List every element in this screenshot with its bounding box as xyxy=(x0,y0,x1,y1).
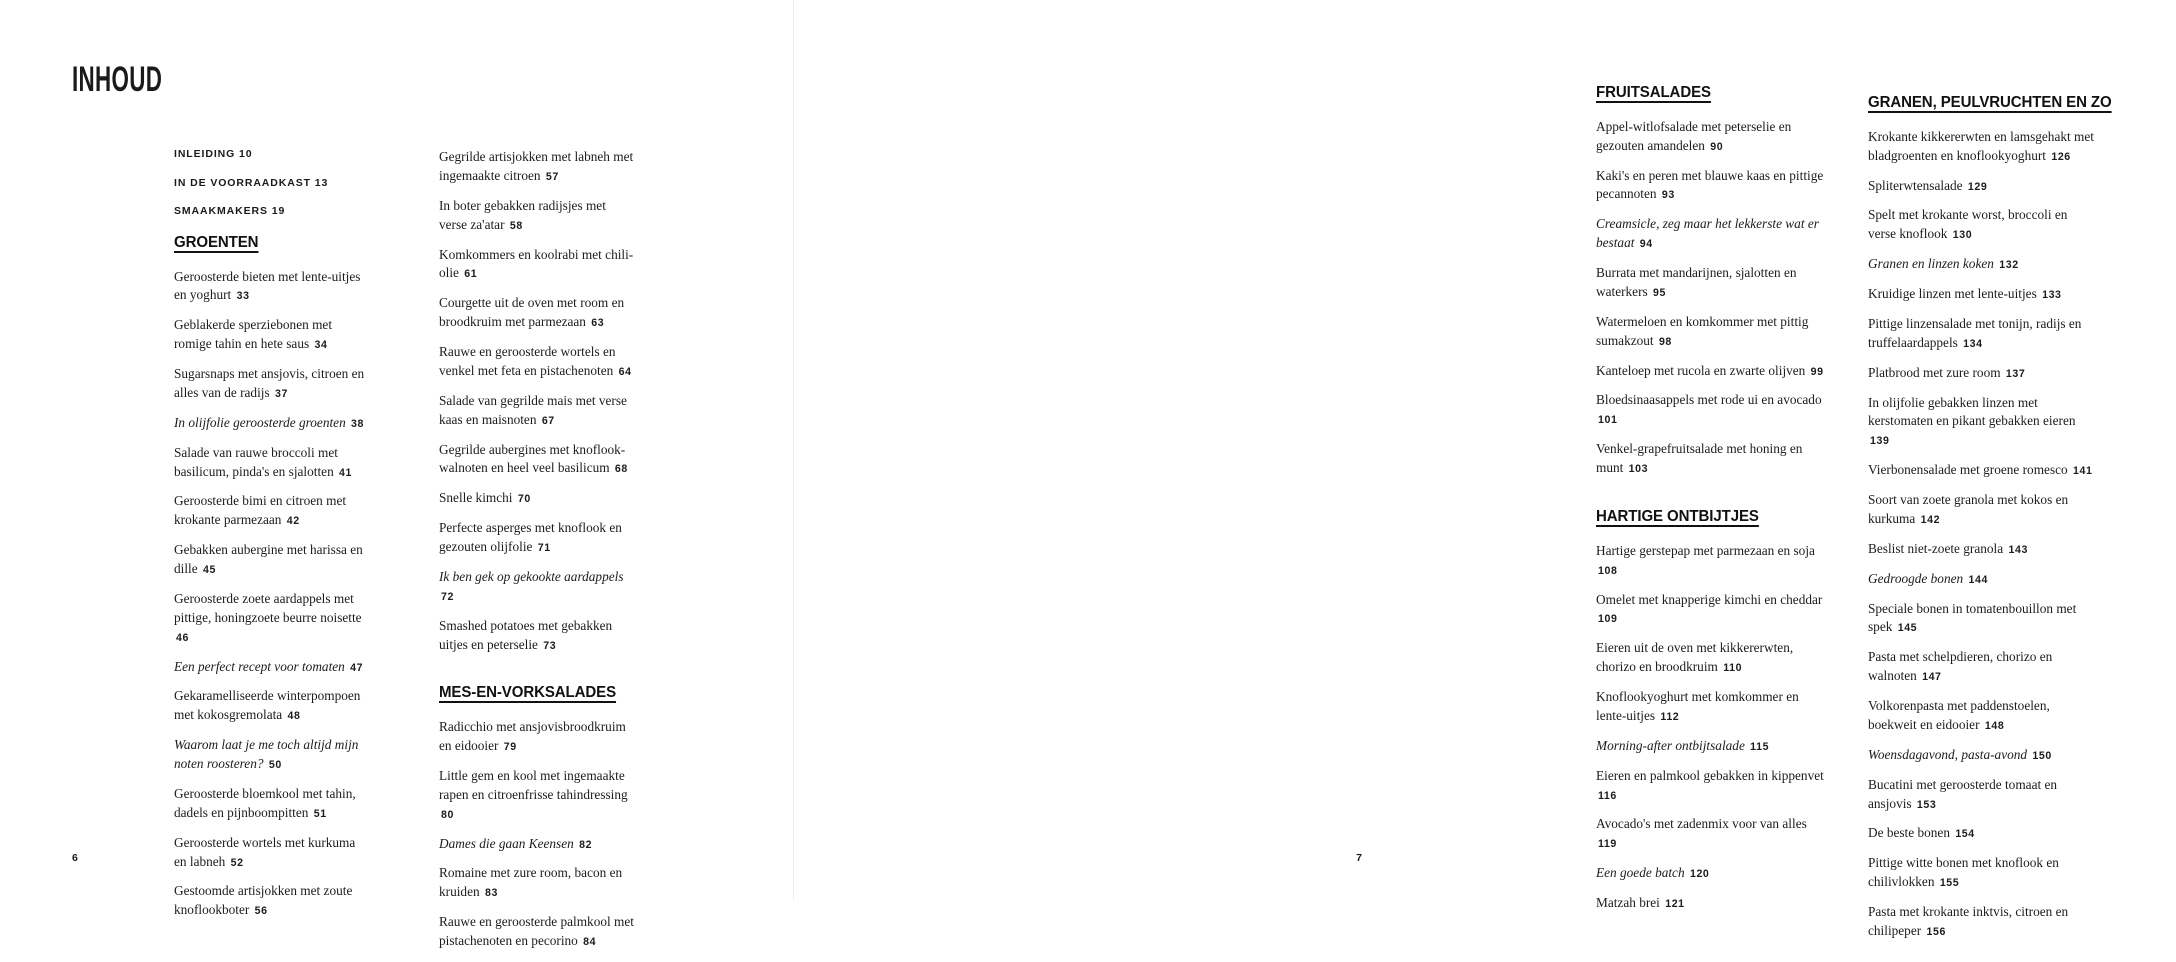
toc-entry-title: Geroosterde bieten met lente-uitjes en yoghurt xyxy=(174,268,361,303)
toc-entry-page-number: 83 xyxy=(484,887,498,900)
toc-recipe-entry[interactable] xyxy=(1868,903,2096,941)
toc-entry-page-number: 130 xyxy=(1952,229,1973,242)
section-heading[interactable]: GRANEN, PEULVRUCHTEN EN ZO xyxy=(1868,94,2112,111)
toc-essay-entry[interactable] xyxy=(1596,215,1824,253)
toc-recipe-entry[interactable] xyxy=(174,365,370,403)
toc-recipe-entry[interactable] xyxy=(1596,894,1824,913)
toc-entry-page-number: 129 xyxy=(1967,180,1988,193)
toc-entry-title: Spelt met krokante worst, broccoli en verse knoflook xyxy=(1868,207,2068,242)
toc-entry-page-number: 156 xyxy=(1926,925,1946,938)
toc-entry-page-number: 108 xyxy=(1598,564,1618,577)
toc-entry-page-number: 57 xyxy=(545,170,559,183)
toc-entry-title: Bloedsinaasappels met rode ui en avocado xyxy=(1596,392,1822,408)
toc-entry-page-number: 145 xyxy=(1897,622,1918,635)
toc-entry-page-number: 126 xyxy=(2051,150,2071,163)
toc-recipe-entry[interactable] xyxy=(1868,177,2096,196)
toc-recipe-entry[interactable] xyxy=(439,489,635,508)
toc-entry-title: Romaine met zure room, bacon en kruiden xyxy=(439,865,623,900)
toc-entry-page-number: 137 xyxy=(2005,367,2026,380)
left-page xyxy=(0,0,793,949)
toc-entry-page-number: 144 xyxy=(1968,573,1988,586)
toc-entry-page-number: 95 xyxy=(1653,286,1666,299)
toc-entry-title: Pasta met krokante inktvis, citroen en chilipeper xyxy=(1868,904,2069,938)
toc-essay-entry[interactable] xyxy=(174,658,370,677)
toc-recipe-entry[interactable] xyxy=(439,767,635,824)
toc-entry-page-number: 56 xyxy=(254,905,268,918)
toc-entry-title: Pittige linzensalade met tonijn, radijs en truffelaardappels xyxy=(1868,315,2082,350)
toc-entry-title: Smashed potatoes met gebakken uitjes en peterselie xyxy=(439,617,613,652)
toc-entry-page-number: 61 xyxy=(464,268,478,281)
toc-essay-entry[interactable] xyxy=(174,736,370,774)
toc-entry-title: Rauwe en geroosterde palmkool met pistachenoten en pecorino xyxy=(439,914,634,949)
toc-entry-title: Gegrilde artisjokken met labneh met ingemaakte citroen xyxy=(439,149,634,183)
toc-entry-page-number: 67 xyxy=(541,414,555,427)
section-heading[interactable]: GROENTEN xyxy=(174,233,259,251)
toc-entry-title: In olijfolie geroosterde groenten xyxy=(174,414,346,430)
toc-entry-page-number: 50 xyxy=(268,759,282,772)
toc-entry-title: Volkorenpasta met paddenstoelen, boekweit en eidooier xyxy=(1868,698,2050,732)
toc-recipe-entry[interactable] xyxy=(1868,461,2096,480)
toc-recipe-entry[interactable] xyxy=(1868,854,2096,892)
toc-entry-page-number: 148 xyxy=(1984,719,2005,732)
frontmatter-item[interactable]: INLEIDING 10 xyxy=(174,148,253,160)
toc-recipe-entry[interactable] xyxy=(174,541,370,579)
toc-entry-page-number: 71 xyxy=(537,542,551,554)
toc-entry-title: Avocado's met zadenmix voor van alles xyxy=(1596,816,1807,832)
toc-recipe-entry[interactable] xyxy=(1596,391,1824,429)
toc-entry-title: Vierbonensalade met groene romesco xyxy=(1868,462,2068,478)
toc-recipe-entry[interactable] xyxy=(439,148,635,186)
toc-entry-page-number: 80 xyxy=(441,808,454,821)
toc-entry-title: Spliterwtensalade xyxy=(1868,177,1963,193)
toc-entry-page-number: 120 xyxy=(1689,868,1710,881)
toc-entry-title: Eieren en palmkool gebakken in kippenvet xyxy=(1596,767,1824,783)
toc-entry-page-number: 121 xyxy=(1665,898,1685,910)
toc-entry-page-number: 98 xyxy=(1658,335,1672,348)
toc-entry-page-number: 109 xyxy=(1598,613,1618,626)
toc-entry-page-number: 58 xyxy=(509,219,523,232)
toc-entry-title: Appel-witlofsalade met peterselie en gezouten amandelen xyxy=(1596,118,1792,153)
toc-essay-entry[interactable] xyxy=(1868,570,2096,589)
toc-entry-title: Gestoomde artisjokken met zoute knoflookboter xyxy=(174,883,353,918)
toc-recipe-entry[interactable] xyxy=(439,718,635,756)
toc-entry-page-number: 70 xyxy=(517,493,531,506)
toc-entry-title: Krokante kikkererwten en lamsgehakt met bladgroenten en knoflookyoghurt xyxy=(1868,128,2094,163)
toc-entry-page-number: 84 xyxy=(583,936,597,949)
page-title: INHOUD xyxy=(72,60,163,99)
toc-entry-page-number: 154 xyxy=(1955,828,1975,841)
toc-recipe-entry[interactable] xyxy=(1868,364,2096,383)
toc-entry-title: Pittige witte bonen met knoflook en chilivlokken xyxy=(1868,855,2059,890)
toc-entry-title: Gekaramelliseerde winterpompoen met kokosgremolata xyxy=(174,688,361,723)
toc-recipe-entry[interactable] xyxy=(174,268,370,306)
toc-column xyxy=(1868,84,2112,952)
toc-recipe-entry[interactable] xyxy=(1596,639,1824,677)
toc-recipe-entry[interactable] xyxy=(1868,206,2096,244)
frontmatter-item[interactable]: IN DE VOORRAADKAST 13 xyxy=(174,176,329,189)
toc-entry-title: Bucatini met geroosterde tomaat en ansjovis xyxy=(1868,776,2058,811)
toc-recipe-entry[interactable] xyxy=(1868,394,2096,451)
toc-entry-page-number: 73 xyxy=(543,639,557,652)
toc-entry-title: Gedroogde bonen xyxy=(1868,570,1964,586)
toc-recipe-entry[interactable] xyxy=(439,617,635,655)
toc-recipe-entry[interactable] xyxy=(1596,591,1824,629)
toc-entry-page-number: 116 xyxy=(1598,789,1617,802)
toc-entry-title: Hartige gerstepap met parmezaan en soja xyxy=(1596,542,1815,558)
toc-entry-title: Salade van gegrilde mais met verse kaas en maisnoten xyxy=(439,392,627,427)
toc-column xyxy=(439,148,635,962)
toc-column xyxy=(1596,84,1824,952)
toc-entry-title: Venkel-grapefruitsalade met honing en munt xyxy=(1596,441,1803,476)
toc-entry-page-number: 47 xyxy=(350,661,364,674)
toc-recipe-entry[interactable] xyxy=(1868,600,2096,638)
toc-entry-page-number: 134 xyxy=(1963,337,1983,350)
toc-recipe-entry[interactable] xyxy=(1868,697,2096,735)
toc-recipe-entry[interactable] xyxy=(174,785,370,823)
toc-entry-title: Geroosterde wortels met kurkuma en labneh xyxy=(174,834,356,869)
toc-entry-page-number: 52 xyxy=(230,856,244,869)
toc-recipe-entry[interactable] xyxy=(439,343,635,381)
toc-entry-title: Waarom laat je me toch altijd mijn noten roosteren? xyxy=(174,737,359,772)
toc-recipe-entry[interactable] xyxy=(1596,362,1824,381)
frontmatter-item[interactable]: SMAAKMAKERS 19 xyxy=(174,205,286,218)
toc-entry-title: Woensdagavond, pasta-avond xyxy=(1868,746,2028,762)
toc-entry-title: Courgette uit de oven met room en broodkruim met parmezaan xyxy=(439,295,625,330)
toc-recipe-entry[interactable] xyxy=(1596,767,1824,805)
toc-recipe-entry[interactable] xyxy=(439,519,635,557)
toc-recipe-entry[interactable] xyxy=(1868,285,2096,304)
toc-entry-title: Eieren uit de oven met kikkererwten, chorizo en broodkruim xyxy=(1596,640,1794,675)
toc-entry-page-number: 142 xyxy=(1920,513,1941,526)
folio-right: 7 xyxy=(1356,852,1362,864)
toc-recipe-entry[interactable] xyxy=(1596,542,1824,580)
toc-entry-page-number: 79 xyxy=(503,741,517,754)
toc-entry-title: Gebakken aubergine met harissa en dille xyxy=(174,542,363,577)
left-page-columns xyxy=(174,148,734,962)
toc-essay-entry[interactable] xyxy=(439,835,635,854)
toc-entry-page-number: 38 xyxy=(351,417,365,430)
toc-recipe-entry[interactable] xyxy=(439,392,635,430)
toc-entry-title: Een goede batch xyxy=(1596,865,1685,881)
toc-entry-page-number: 147 xyxy=(1922,671,1942,684)
toc-essay-entry[interactable] xyxy=(1868,255,2096,274)
toc-entry-title: Creamsicle, zeg maar het lekkerste wat er bestaat xyxy=(1596,216,1819,251)
toc-column xyxy=(174,148,370,962)
toc-entry-page-number: 41 xyxy=(339,466,353,479)
toc-entry-title: Snelle kimchi xyxy=(439,490,513,506)
toc-entry-title: Platbrood met zure room xyxy=(1868,364,2001,380)
toc-recipe-entry[interactable] xyxy=(174,316,370,354)
toc-recipe-entry[interactable] xyxy=(1868,776,2096,814)
toc-essay-entry[interactable] xyxy=(439,568,635,606)
toc-recipe-entry[interactable] xyxy=(1596,167,1824,205)
toc-recipe-entry[interactable] xyxy=(174,834,370,872)
toc-entry-title: Een perfect recept voor tomaten xyxy=(174,658,345,674)
toc-entry-page-number: 34 xyxy=(314,339,328,352)
toc-entry-title: Little gem en kool met ingemaakte rapen en citroenfrisse tahindressing xyxy=(439,767,628,802)
right-page xyxy=(793,0,2112,938)
toc-entry-page-number: 112 xyxy=(1660,710,1680,723)
toc-entry-title: In olijfolie gebakken linzen met kerstomaten en pikant gebakken eieren xyxy=(1868,394,2076,429)
toc-entry-page-number: 51 xyxy=(313,807,327,820)
frontmatter-list xyxy=(174,148,370,218)
toc-entry-title: Sugarsnaps met ansjovis, citroen en alles van de radijs xyxy=(174,366,365,400)
toc-entry-title: Omelet met knapperige kimchi en cheddar xyxy=(1596,591,1823,607)
toc-essay-entry[interactable] xyxy=(174,414,370,433)
toc-entry-page-number: 155 xyxy=(1939,877,1960,890)
toc-recipe-entry[interactable] xyxy=(1596,815,1824,853)
section-heading[interactable]: MES-EN-VORKSALADES xyxy=(439,684,617,702)
toc-recipe-entry[interactable] xyxy=(439,864,635,902)
toc-entry-page-number: 72 xyxy=(441,590,454,603)
toc-entry-title: Matzah brei xyxy=(1596,895,1660,910)
toc-entry-page-number: 133 xyxy=(2042,289,2062,302)
toc-entry-title: Dames die gaan Keensen xyxy=(439,835,574,851)
toc-entry-title: Kaki's en peren met blauwe kaas en pittige pecannoten xyxy=(1596,167,1824,202)
toc-recipe-entry[interactable] xyxy=(1868,315,2096,353)
toc-recipe-entry[interactable] xyxy=(1596,688,1824,726)
toc-entry-page-number: 115 xyxy=(1750,740,1770,753)
toc-entry-page-number: 46 xyxy=(176,631,189,644)
toc-entry-page-number: 33 xyxy=(236,290,250,303)
toc-entry-title: Granen en linzen koken xyxy=(1868,256,1994,272)
toc-entry-title: Soort van zoete granola met kokos en kurkuma xyxy=(1868,492,2069,526)
toc-entry-title: Komkommers en koolrabi met chili-olie xyxy=(439,246,634,281)
toc-entry-page-number: 48 xyxy=(287,710,301,723)
toc-entry-title: Speciale bonen in tomatenbouillon met spek xyxy=(1868,600,2077,635)
toc-entry-page-number: 132 xyxy=(1999,259,2019,272)
toc-entry-title: Morning-after ontbijtsalade xyxy=(1596,737,1745,753)
toc-entry-title: Knoflookyoghurt met komkommer en lente-uitjes xyxy=(1596,689,1799,723)
toc-entry-title: In boter gebakken radijsjes met verse za'atar xyxy=(439,197,606,232)
section-heading[interactable]: HARTIGE ONTBIJTJES xyxy=(1596,507,1759,525)
right-page-columns xyxy=(1596,84,2176,952)
toc-recipe-entry[interactable] xyxy=(1868,540,2096,559)
toc-entry-title: Rauwe en geroosterde wortels en venkel met feta en pistachenoten xyxy=(439,344,616,378)
toc-entry-title: Salade van rauwe broccoli met basilicum, pinda's en sjalotten xyxy=(174,444,338,479)
toc-entry-page-number: 141 xyxy=(2073,465,2093,478)
toc-recipe-entry[interactable] xyxy=(1868,648,2096,686)
toc-entry-page-number: 64 xyxy=(618,365,632,378)
toc-recipe-entry[interactable] xyxy=(439,441,635,479)
toc-entry-page-number: 101 xyxy=(1598,414,1618,427)
toc-entry-page-number: 143 xyxy=(2008,543,2028,556)
toc-entry-title: De beste bonen xyxy=(1868,825,1950,841)
toc-entry-page-number: 90 xyxy=(1710,140,1724,153)
toc-entry-page-number: 139 xyxy=(1870,435,1890,448)
toc-entry-title: Burrata met mandarijnen, sjalotten en waterkers xyxy=(1596,265,1797,299)
toc-entry-title: Geroosterde bloemkool met tahin, dadels en pijnboompitten xyxy=(174,785,356,820)
toc-entry-page-number: 99 xyxy=(1810,365,1824,378)
toc-entry-title: Beslist niet-zoete granola xyxy=(1868,540,2004,556)
toc-essay-entry[interactable] xyxy=(1868,746,2096,765)
folio-left: 6 xyxy=(72,852,78,864)
toc-entry-page-number: 103 xyxy=(1628,463,1649,476)
toc-recipe-entry[interactable] xyxy=(174,444,370,482)
toc-recipe-entry[interactable] xyxy=(1596,264,1824,302)
toc-entry-title: Perfecte asperges met knoflook en gezouten olijfolie xyxy=(439,520,622,554)
toc-entry-title: Watermeloen en komkommer met pittig sumakzout xyxy=(1596,313,1809,348)
toc-entry-page-number: 63 xyxy=(591,317,605,330)
toc-recipe-entry[interactable] xyxy=(1868,491,2096,529)
toc-recipe-entry[interactable] xyxy=(1868,128,2096,166)
toc-entry-page-number: 93 xyxy=(1661,189,1675,202)
toc-recipe-entry[interactable] xyxy=(1596,118,1824,156)
toc-entry-title: Radicchio met ansjovisbroodkruim en eidooier xyxy=(439,719,626,754)
toc-recipe-entry[interactable] xyxy=(439,197,635,235)
toc-entry-title: Geblakerde sperziebonen met romige tahin en hete saus xyxy=(174,317,333,352)
toc-entry-title: Geroosterde zoete aardappels met pittige, honingzoete beurre noisette xyxy=(174,590,362,625)
toc-recipe-entry[interactable] xyxy=(1596,440,1824,478)
toc-recipe-entry[interactable] xyxy=(174,687,370,725)
toc-entry-page-number: 37 xyxy=(274,387,288,400)
toc-essay-entry[interactable] xyxy=(1596,864,1824,883)
toc-recipe-entry[interactable] xyxy=(439,294,635,332)
toc-recipe-entry[interactable] xyxy=(1868,824,2096,843)
toc-recipe-entry[interactable] xyxy=(439,246,635,284)
section-heading[interactable]: FRUITSALADES xyxy=(1596,84,1711,101)
toc-entry-page-number: 82 xyxy=(579,838,593,851)
toc-recipe-entry[interactable] xyxy=(1596,313,1824,351)
toc-entry-page-number: 153 xyxy=(1916,798,1937,811)
toc-essay-entry[interactable] xyxy=(1596,737,1824,756)
toc-entry-page-number: 42 xyxy=(286,515,300,528)
toc-recipe-entry[interactable] xyxy=(174,590,370,647)
toc-entry-title: Ik ben gek op gekookte aardappels xyxy=(439,568,624,584)
toc-entry-title: Kruidige linzen met lente-uitjes xyxy=(1868,286,2037,302)
toc-entry-title: Kanteloep met rucola en zwarte olijven xyxy=(1596,362,1806,378)
toc-entry-page-number: 119 xyxy=(1598,838,1617,851)
toc-entry-page-number: 110 xyxy=(1723,662,1743,675)
toc-entry-title: Pasta met schelpdieren, chorizo en walnoten xyxy=(1868,649,2053,684)
toc-entry-title: Geroosterde bimi en citroen met krokante parmezaan xyxy=(174,493,347,528)
toc-entry-page-number: 94 xyxy=(1639,238,1653,251)
toc-recipe-entry[interactable] xyxy=(439,913,635,951)
masthead xyxy=(72,62,213,97)
toc-entry-page-number: 68 xyxy=(614,463,628,476)
toc-recipe-entry[interactable] xyxy=(174,882,370,920)
toc-entry-title: Gegrilde aubergines met knoflook-walnoten en heel veel basilicum xyxy=(439,441,626,476)
toc-entry-page-number: 45 xyxy=(202,564,216,577)
toc-recipe-entry[interactable] xyxy=(174,492,370,530)
toc-entry-page-number: 150 xyxy=(2032,749,2052,762)
